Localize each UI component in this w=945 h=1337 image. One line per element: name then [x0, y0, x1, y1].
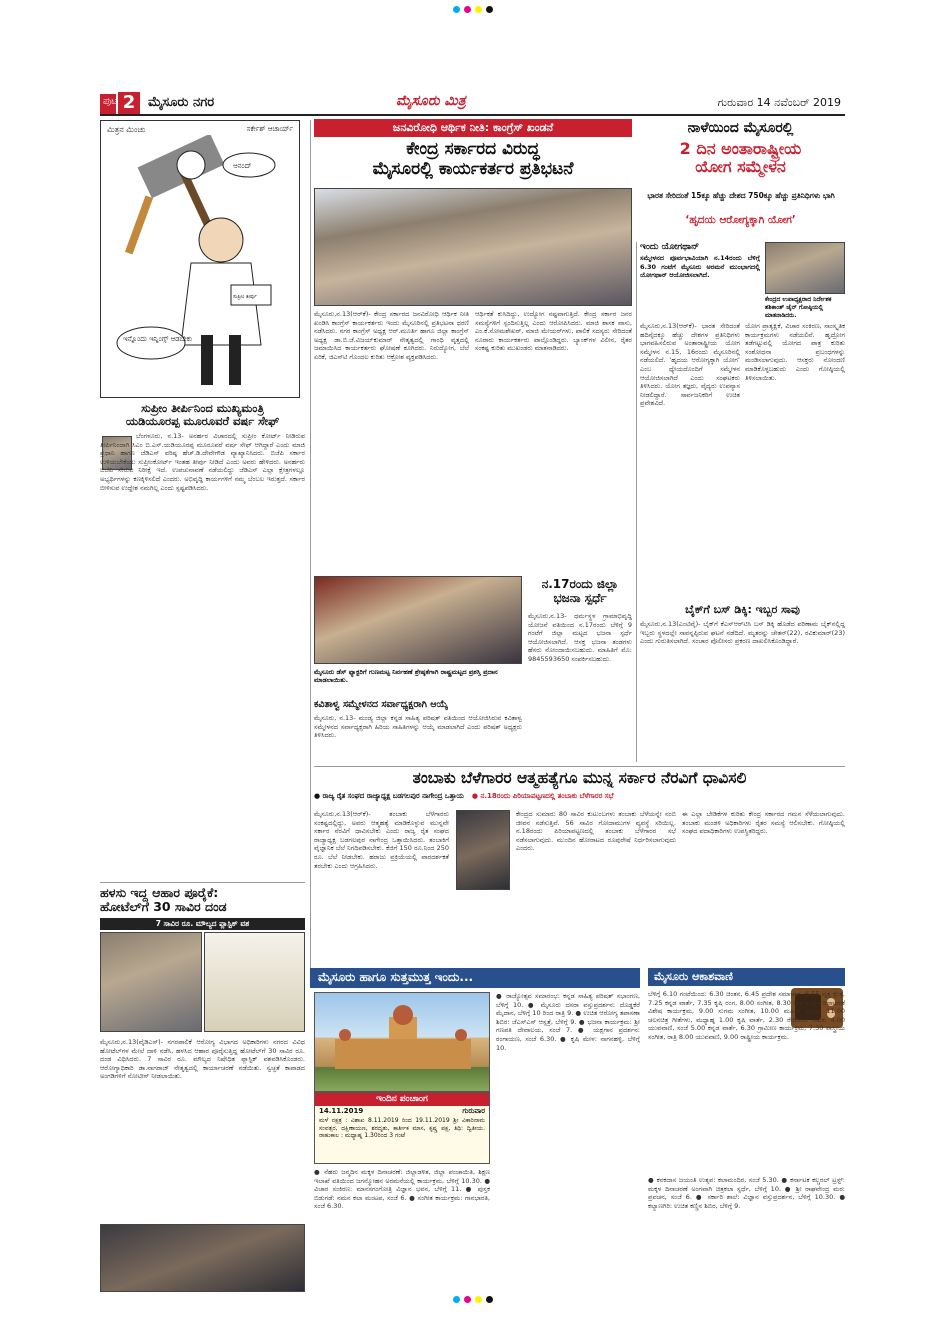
akashavani-events: ● ಕನಕದಾಸ ಜಯಂತಿ ಉತ್ಸವ: ಕಲಾಮಂದಿರ, ಸಂಜೆ 5.30. ● ಕರ್ನಾಟಕ ಕಲ್ಚರಲ್ ಟ್ರಸ್ಟ್: ಮಕ್ಕಳ ದಿನಾಚರಣೆ ಅಂಗವಾಗಿ ಚಿತ್ರಕಲಾ ಸ್ಪರ್ಧೆ, ಬೆಳಿಗ್ಗೆ 10. ● ಶ್ರೀ ರಾಘವೇಂದ್ರ ಮಠ: ಪ್ರವಚನ, ಸಂಜೆ 6. ● ಸರ್ಕಾರಿ ಶಾಲೆ: ವಿಜ್ಞಾನ ವಸ್ತುಪ್ರದರ್ಶನ, ಬೆಳಿಗ್ಗೆ 10.30. ● ಕಲ್ಯಾಣಗಿರಿ: ಉಚಿತ ಕಣ್ಣಿನ ಶಿಬಿರ, ಬೆಳಿಗ್ಗೆ 9. [648, 1176, 845, 1210]
page-label: ಪುಟ [100, 94, 116, 114]
story-bhajan-headline-line1: ನ.17ರಂದು ಜಿಲ್ಲಾ [541, 577, 619, 591]
spoiled-food-photo [204, 932, 305, 1032]
story-cong-headline [314, 140, 632, 179]
page-number: 2 [118, 92, 140, 114]
story-bhajan-headline-line2: ಭಜನಾ ಸ್ಪರ್ಧೆ [553, 590, 607, 605]
story-tobacco-subheads [314, 792, 845, 806]
story-bhajan-headline [528, 578, 632, 606]
story-tobacco-sub2: ● ನ.18ರಂದು ಪಿರಿಯಾಪಟ್ಟಣದಲ್ಲಿ ತಂಬಾಕು ಬೆಳೆಗಾರರ ಸಭೆ [471, 792, 614, 800]
story-hotel-headline [100, 886, 305, 915]
story-bike-headline: ಬೈಕ್‌ಗೆ ಬಸ್ ಡಿಕ್ಕಿ: ಇಬ್ಬರ ಸಾವು [685, 603, 800, 616]
story-hotel-subhead: 7 ಸಾವಿರ ರೂ. ಮೌಲ್ಯದ ಪ್ಲಾಸ್ಟಿಕ್ ವಶ [100, 918, 305, 930]
story-cm-headline [100, 402, 305, 428]
story-cong-kicker: ಜನವಿರೋಧಿ ಆರ್ಥಿಕ ನೀತಿ: ಕಾಂಗ್ರೆಸ್ ಖಂಡನೆ [314, 119, 632, 137]
award-caption: ಮೈಸೂರು ಡೆಸ್ ಫ್ಯಾಕ್ಟರಿಗೆ ಗುಣಮಟ್ಟ ನಿರ್ವಹಣೆ ಶ್ರೇಷ್ಠತೆಗಾಗಿ ರಾಷ್ಟ್ರಮಟ್ಟದ ಪ್ರಶಸ್ತಿ ಪ್ರದಾನ ಮಾಡಲಾಯಿತು. [314, 668, 498, 684]
events-list-right: ● ರಾಜ್ಯೋತ್ಸವ ಸಮಾರಂಭ: ಕನ್ನಡ ಸಾಹಿತ್ಯ ಪರಿಷತ್ ಸಭಾಂಗಣ, ಬೆಳಿಗ್ಗೆ 10. ● ಮೈಸೂರು ದಸರಾ ವಸ್ತುಪ್ರದರ್ಶನ: ದೊಡ್ಡಕೆರೆ ಮೈದಾನ, ಬೆಳಿಗ್ಗೆ 10 ರಿಂದ ರಾತ್ರಿ 9. ● ಉಚಿತ ಆರೋಗ್ಯ ತಪಾಸಣಾ ಶಿಬಿರ: ಜೆಎಸ್‌ಎಸ್ ಆಸ್ಪತ್ರೆ, ಬೆಳಿಗ್ಗೆ 9. ● ಭಜನಾ ಕಾರ್ಯಕ್ರಮ: ಶ್ರೀ ಗಣಪತಿ ದೇವಾಲಯ, ಸಂಜೆ 7. ● ಯಕ್ಷಗಾನ ಪ್ರದರ್ಶನ: ರಂಗಾಯಣ, ಸಂಜೆ 6.30. ● ಕೃಷಿ ಮೇಳ: ನಾಗನಹಳ್ಳಿ, ಬೆಳಿಗ್ಗೆ 10. [496, 992, 640, 1052]
story-yoga-theme: ‘ಹೃದಯ ಆರೋಗ್ಯಕ್ಕಾಗಿ ಯೋಗ’ [685, 214, 796, 226]
award-photo [314, 576, 522, 664]
story-yoga-headline-line2: ಯೋಗ ಸಮ್ಮೇಳನ [695, 157, 786, 177]
yoga-photo-caption: ಕೇಂದ್ರದ ಉಪಾಧ್ಯಕ್ಷರಾದ ನಿರ್ದೇಶಕ ಶಶಿಕಾಂತ್ ಜೈನ್ ಗೋಷ್ಠಿಯಲ್ಲಿ ಮಾತನಾಡಿದರು. [765, 296, 832, 319]
story-hotel-headline-line2: ಹೋಟೆಲ್‌ಗೆ 30 ಸಾವಿರ ದಂಡ [100, 899, 227, 915]
yogathon-body: ಸಮ್ಮೇಳನದ ಪೂರ್ವಭಾವಿಯಾಗಿ ನ.14ರಂದು ಬೆಳಿಗ್ಗೆ 6.30 ಗಂಟೆಗೆ ಮೈಸೂರು ಅರಮನೆ ಮುಂಭಾಗದಲ್ಲಿ ಯೋಗಥಾನ್ ಆಯೋಜಿಸಲಾಗಿದೆ. [640, 254, 760, 280]
story-yoga-sub: ಭಾರತ ಸೇರಿದಂತೆ 15ಕ್ಕೂ ಹೆಚ್ಚು ದೇಶದ 750ಕ್ಕೂ ಹೆಚ್ಚು ಪ್ರತಿನಿಧಿಗಳು ಭಾಗಿ [647, 191, 835, 200]
mysore-palace-illustration [314, 992, 490, 1092]
events-list-left: ● ನೆಹರು ಜನ್ಮದಿನ ಮಕ್ಕಳ ದಿನಾಚರಣೆ: ಜಿಲ್ಲಾಡಳಿತ, ಜಿಲ್ಲಾ ಪಂಚಾಯಿತಿ, ಶಿಕ್ಷಣ ಇಲಾಖೆ ವತಿಯಿಂದ ಜಗನ್ಮೋಹನ ಅರಮನೆಯಲ್ಲಿ ಕಾರ್ಯಕ್ರಮ, ಬೆಳಿಗ್ಗೆ 10.30. ● ವಿಚಾರ ಸಂಕಿರಣ: ಮಾನಸಗಂಗೋತ್ರಿ ವಿಜ್ಞಾನ ಭವನ, ಬೆಳಿಗ್ಗೆ 11. ● ಪುಸ್ತಕ ಬಿಡುಗಡೆ: ನಮನ ಕಲಾ ಮಂಟಪ, ಸಂಜೆ 6. ● ಸಂಗೀತ ಕಾರ್ಯಕ್ರಮ: ಗಾನಭಾರತಿ, ಸಂಜೆ 6.30. [314, 1168, 490, 1211]
issue-date: ಗುರುವಾರ 14 ನವೆಂಬರ್ 2019 [717, 96, 841, 109]
story-cm-headline-line2: ಯಡಿಯೂರಪ್ಪ ಮೂರೂವರೆ ವರ್ಷ ಸೇಫ್ [125, 414, 280, 429]
panchanga-title: ಇಂದಿನ ಪಂಚಾಂಗ [315, 1093, 489, 1106]
story-yoga-headline-line1: 2 ದಿನ ಅಂತಾರಾಷ್ಟ್ರೀಯ [679, 139, 802, 158]
cartoon-paper-label: ಸುಪ್ರೀಂ ತೀರ್ಪು [233, 294, 257, 300]
story-tobacco-headline: ತಂಬಾಕು ಬೆಳೆಗಾರರ ಆತ್ಮಹತ್ಯೆಗೂ ಮುನ್ನ ಸರ್ಕಾರ ನೆರವಿಗೆ ಧಾವಿಸಲಿ [412, 769, 747, 787]
story-award-body: ಮೈಸೂರು, ನ.13- ಮಂಡ್ಯ ಜಿಲ್ಲಾ ಕನ್ನಡ ಸಾಹಿತ್ಯ ಪರಿಷತ್ ವತಿಯಿಂದ ಆಯೋಜಿಸಿರುವ ಕವಿತಾಳ್ವ ಸಮ್ಮೇಳನದ ಸರ್ವಾಧ್ಯಕ್ಷರಾಗಿ ಹಿರಿಯ ಸಾಹಿತಿಗಳನ್ನು ಆಯ್ಕೆ ಮಾಡಲಾಗಿದೆ ಎಂದು ಪರಿಷತ್ ಅಧ್ಯಕ್ಷರು ತಿಳಿಸಿದರು. [314, 714, 522, 740]
panchanga-body: ಮಳೆ ನಕ್ಷತ್ರ : ವಿಶಾಖ 8.11.2019 ರಿಂದ 19.11.2019 ಶ್ರೀ ವಿಕಾರಿನಾಮ ಸಂವತ್ಸರ, ದಕ್ಷಿಣಾಯಣ, ಶರದೃತು, ಕಾರ್ತೀಕ ಮಾಸ, ಕೃಷ್ಣ ಪಕ್ಷ, ತಿಥಿ: ದ್ವಿತೀಯ. ರಾಹುಕಾಲ : ಮಧ್ಯಾಹ್ನ 1.30ರಿಂದ 3 ಗಂಟೆ [319, 1117, 485, 1140]
nagendra-photo [456, 810, 510, 890]
panchanga-date: 14.11.2019 [319, 1107, 364, 1115]
group-photo-bottom [100, 1224, 305, 1292]
events-today-title: ಮೈಸೂರು ಹಾಗೂ ಸುತ್ತಮುತ್ತ ಇಂದು... [310, 968, 640, 988]
story-yoga-headline [636, 140, 845, 177]
column-rule [310, 120, 311, 968]
story-cong-body-left: ಮೈಸೂರು,ನ.13(ಆರ್‌ಕೆ)- ಕೇಂದ್ರ ಸರ್ಕಾರದ ಜನವಿರೋಧಿ ಆರ್ಥಿಕ ನೀತಿ ಖಂಡಿಸಿ ಕಾಂಗ್ರೆಸ್ ಕಾರ್ಯಕರ್ತರು ಇಂದು ಮೈಸೂರಿನಲ್ಲಿ ಪ್ರತಿಭಟನಾ ಧರಣಿ ನಡೆಸಿದರು. ನಗರ ಕಾಂಗ್ರೆಸ್ ಅಧ್ಯಕ್ಷ ಆರ್.ಮೂರ್ತಿ ಹಾಗೂ ಜಿಲ್ಲಾ ಕಾಂಗ್ರೆಸ್ ಅಧ್ಯಕ್ಷ ಡಾ.ಬಿ.ಜೆ.ವಿಜಯ್‌ಕುಮಾರ್ ನೇತೃತ್ವದಲ್ಲಿ ಗಾಂಧಿ ವೃತ್ತದಲ್ಲಿ ಜಮಾಯಿಸಿದ ಕಾರ್ಯಕರ್ತರು ಘೋಷಣೆ ಕೂಗಿದರು. ನಿರುದ್ಯೋಗ, ಬೆಲೆ ಏರಿಕೆ, ಜಿಎಸ್‌ಟಿ ಗೊಂದಲ ಕುರಿತು ಆಕ್ರೋಶ ವ್ಯಕ್ತಪಡಿಸಿದರು. [314, 310, 469, 361]
story-award-headline: ಕವಿತಾಳ್ವ ಸಮ್ಮೇಳನದ ಸರ್ವಾಧ್ಯಕ್ಷರಾಗಿ ಆಯ್ಕೆ [314, 699, 448, 710]
panchanga-day: ಗುರುವಾರ [462, 1107, 485, 1115]
cartoon-speech: ಇನ್ನೊಂದು ಇನ್ನಿಂಗ್ಸ್ ಆಡಬೇಕು [123, 335, 193, 343]
story-yoga-kicker: ನಾಳೆಯಿಂದ ಮೈಸೂರಲ್ಲಿ [687, 120, 794, 136]
events-today-box [310, 968, 640, 1292]
yogathon-title: ಇಂದು ಯೋಗಥಾನ್ [640, 242, 699, 252]
cartoon-bubble: ಆನಂದ್ [233, 162, 252, 170]
divider [100, 882, 305, 883]
masthead: ಮೈಸೂರು ಮಿತ್ರ [396, 93, 466, 109]
cartoon-artist: ಸರ್ಕೇಶ್ ಆಚಾರ್ಯ್ [246, 125, 293, 133]
story-cong-headline-line1: ಕೇಂದ್ರ ಸರ್ಕಾರದ ವಿರುದ್ಧ [406, 139, 540, 159]
story-cong-headline-line2: ಮೈಸೂರಲ್ಲಿ ಕಾರ್ಯಕರ್ತರ ಪ್ರತಿಭಟನೆ [372, 158, 574, 179]
newspaper-page [100, 92, 845, 1292]
section-title: ಮೈಸೂರು ನಗರ [148, 95, 215, 110]
story-cm-headline-line1: ಸುಪ್ರೀಂ ತೀರ್ಪಿನಿಂದ ಮುಖ್ಯಮಂತ್ರಿ [141, 401, 264, 415]
panchanga-box [314, 1092, 490, 1164]
akashavani-box [648, 968, 845, 1292]
story-hotel-headline-line1: ಹಳಸು ಇದ್ದ ಆಹಾರ ಪೂರೈಕೆ: [100, 885, 219, 900]
story-yoga-body: ಮೈಸೂರು,ನ.13(ಆರ್‌ಕೆ)- ಭಾರತ ಸೇರಿದಂತೆ ಹದಿನೈದಕ್ಕೂ ಹೆಚ್ಚು ದೇಶಗಳ ಪ್ರತಿನಿಧಿಗಳು ಭಾಗವಹಿಸಲಿರುವ ಅಂತಾರಾಷ್ಟ್ರೀಯ ಯೋಗ ಸಮ್ಮೇಳನ ನ.15, 16ರಂದು ಮೈಸೂರಿನಲ್ಲಿ ನಡೆಯಲಿದೆ. ‘ಹೃದಯ ಆರೋಗ್ಯಕ್ಕಾಗಿ ಯೋಗ’ ಎಂಬ ಧ್ಯೇಯದೊಂದಿಗೆ ಸಮ್ಮೇಳನ ಆಯೋಜಿಸಲಾಗಿದೆ ಎಂದು ಸಂಘಟಕರು ತಿಳಿಸಿದರು. ಯೋಗ ತಜ್ಞರು, ವೈದ್ಯರು ಉಪನ್ಯಾಸ ನೀಡಲಿದ್ದಾರೆ. ಸಾರ್ವಜನಿಕರಿಗೆ ಉಚಿತ ಪ್ರವೇಶವಿದೆ. [640, 322, 740, 408]
story-cong-body-right: ಆರ್ಥಿಕತೆ ಕುಸಿದಿದ್ದು, ಉದ್ಯೋಗ ನಷ್ಟವಾಗುತ್ತಿದೆ. ಕೇಂದ್ರ ಸರ್ಕಾರ ಜನರ ಸಮಸ್ಯೆಗಳಿಗೆ ಸ್ಪಂದಿಸುತ್ತಿಲ್ಲ ಎಂದು ಆರೋಪಿಸಿದರು. ಮಾಜಿ ಶಾಸಕ ವಾಸು, ಎಂ.ಕೆ.ಸೋಮಶೇಖರ್, ಮಾಜಿ ಮೇಯರ್‌ಗಳು, ಪಾಲಿಕೆ ಸದಸ್ಯರು ಸೇರಿದಂತೆ ನೂರಾರು ಕಾರ್ಯಕರ್ತರು ಪಾಲ್ಗೊಂಡಿದ್ದರು. ಬ್ಯಾಂಕ್‌ಗಳ ವಿಲೀನ, ರೈತರ ಸಂಕಷ್ಟ ಕುರಿತು ಮುಖಂಡರು ಮಾತನಾಡಿದರು. [475, 310, 632, 353]
story-bike-body: ಮೈಸೂರು,ನ.13(ಎಂಟಿವೈ)- ಬೈಕ್‌ಗೆ ಕೆಎಸ್‌ಆರ್‌ಟಿಸಿ ಬಸ್ ಡಿಕ್ಕಿ ಹೊಡೆದ ಪರಿಣಾಮ ಬೈಕ್‌ನಲ್ಲಿದ್ದ ಇಬ್ಬರು ಸ್ಥಳದಲ್ಲೇ ಸಾವನ್ನಪ್ಪಿರುವ ಘಟನೆ ನಡೆದಿದೆ. ಮೃತರನ್ನು ಚೇತನ್(22), ರವಿಕುಮಾರ್(23) ಎಂದು ಗುರುತಿಸಲಾಗಿದೆ. ಸಂಚಾರ ಪೊಲೀಸರು ಪ್ರಕರಣ ದಾಖಲಿಸಿಕೊಂಡಿದ್ದಾರೆ. [640, 620, 845, 646]
story-tobacco-sub1: ● ರಾಜ್ಯ ರೈತ ಸಂಘದ ರಾಜ್ಯಾಧ್ಯಕ್ಷ ಬಡಗಲಪುರ ನಾಗೇಂದ್ರ ಒತ್ತಾಯ [314, 792, 464, 800]
story-hotel-body: ಮೈಸೂರು,ನ.13(ವೈಡಿಎಸ್)- ನಗರಪಾಲಿಕೆ ಆರೋಗ್ಯ ವಿಭಾಗದ ಅಧಿಕಾರಿಗಳು ನಗರದ ವಿವಿಧ ಹೋಟೆಲ್‌ಗಳ ಮೇಲೆ ದಾಳಿ ನಡೆಸಿ, ಹಳಸಿದ ಆಹಾರ ಪೂರೈಸುತ್ತಿದ್ದ ಹೋಟೆಲ್‌ಗೆ 30 ಸಾವಿರ ರೂ. ದಂಡ ವಿಧಿಸಿದರು. 7 ಸಾವಿರ ರೂ. ಮೌಲ್ಯದ ನಿಷೇಧಿತ ಪ್ಲಾಸ್ಟಿಕ್ ವಶಪಡಿಸಿಕೊಂಡರು. ಆರೋಗ್ಯಾಧಿಕಾರಿ ಡಾ.ನಾಗರಾಜ್ ನೇತೃತ್ವದಲ್ಲಿ ಕಾರ್ಯಾಚರಣೆ ನಡೆಯಿತು. ಸ್ವಚ್ಛತೆ ಕಾಪಾಡದ ಅಂಗಡಿಗಳಿಗೆ ನೋಟೀಸ್ ನೀಡಲಾಯಿತು. [100, 1038, 305, 1081]
page-header [100, 92, 845, 116]
cartoon-title: ಮಿತ್ರನ ಮಿಂಚು [107, 125, 146, 134]
akashavani-title: ಮೈಸೂರು ಆಕಾಶವಾಣಿ [648, 968, 845, 986]
editorial-cartoon [100, 120, 300, 398]
akashavani-schedule: ಬೆಳಿಗ್ಗೆ 6.10 ಗಂಟೆಯಿಂದ: 6.30 ಚಿಂತನ, 6.45 ಪ್ರದೇಶ ಸಮಾಚಾರ, 6.55 ವೃತ್ತ ಕ್ಷೇತ್ರ, 7.25 ಕನ್ನಡ ವಾರ್ತೆ, 7.35 ಕೃಷಿ ರಂಗ, 8.00 ಸಂಗೀತ, 8.30 ರಿಂದ ಮಕ್ಕಳ ದಿನಾಚರಣೆ ವಿಶೇಷ ಕಾರ್ಯಕ್ರಮ, 9.00 ಸುಗಮ ಸಂಗೀತ, 10.00 ಮಹಿಳಾ ವಿಭಾಗ, 11.00 ಚಲನಚಿತ್ರ ಗೀತೆಗಳು, ಮಧ್ಯಾಹ್ನ 1.00 ಕೃಷಿ ವಾರ್ತೆ, 2.30 ರೇಡಿಯೋ ನಾಟಕ, 4.00 ಯುವವಾಣಿ, ಸಂಜೆ 5.00 ಕನ್ನಡ ವಾರ್ತೆ, 6.30 ಗ್ರಾಮೀಣ ಕಾರ್ಯಕ್ರಮ, 7.30 ಶಾಸ್ತ್ರೀಯ ಸಂಗೀತ, ರಾತ್ರಿ 8.00 ಯುವವಾಣಿ, 9.00 ರಾಷ್ಟ್ರೀಯ ಕಾರ್ಯಕ್ರಮ. [648, 990, 845, 1041]
story-bhajan-body: ಮೈಸೂರು,ನ.13- ಧರ್ಮಸ್ಥಳ ಗ್ರಾಮಾಭಿವೃದ್ಧಿ ಯೋಜನೆ ವತಿಯಿಂದ ನ.17ರಂದು ಬೆಳಿಗ್ಗೆ 9 ಗಂಟೆಗೆ ಜಿಲ್ಲಾ ಮಟ್ಟದ ಭಜನಾ ಸ್ಪರ್ಧೆ ಆಯೋಜಿಸಲಾಗಿದೆ. ಆಸಕ್ತ ಭಜನಾ ತಂಡಗಳು ಹೆಸರು ನೋಂದಾಯಿಸಬಹುದು. ಮಾಹಿತಿಗೆ ಮೊ: 9845593650 ಸಂಪರ್ಕಿಸಬಹುದು. [528, 612, 632, 663]
cartoon-drawing [101, 135, 299, 397]
palace-drawing [315, 993, 491, 1093]
registration-marks-bottom [0, 1296, 945, 1306]
registration-marks-top [0, 6, 945, 16]
story-tobacco-body3: ಈ ಎಲ್ಲಾ ಬೇಡಿಕೆಗಳ ಕುರಿತು ಕೇಂದ್ರ ಸರ್ಕಾರದ ಗಮನ ಸೆಳೆಯಲಾಗುವುದು. ತಂಬಾಕು ಮಂಡಳಿ ಅಧಿಕಾರಿಗಳು ರೈತರ ಸಮಸ್ಯೆ ಆಲಿಸಬೇಕು. ಗೋಷ್ಠಿಯಲ್ಲಿ ಸಂಘದ ಪದಾಧಿಕಾರಿಗಳು ಉಪಸ್ಥಿತರಿದ್ದರು. [682, 810, 845, 836]
story-yoga [636, 120, 845, 242]
yoga-press-photo [765, 242, 845, 294]
story-tobacco-body2: ಕೇಂದ್ರದ ಸುಮಾರು 80 ಸಾವಿರ ಕುಟುಂಬಗಳು ತಂಬಾಕು ಬೆಳೆಯನ್ನೇ ನಂಬಿ ಜೀವನ ನಡೆಸುತ್ತಿವೆ. 56 ಸಾವಿರ ಗೋದಾಮುಗಳ ವ್ಯವಸ್ಥೆ ಸರಿಯಿಲ್ಲ. ನ.18ರಂದು ಪಿರಿಯಾಪಟ್ಟಣದಲ್ಲಿ ತಂಬಾಕು ಬೆಳೆಗಾರರ ಸಭೆ ನಡೆಸಲಾಗುವುದು. ಮುಂದಿನ ಹೋರಾಟದ ರೂಪುರೇಷೆ ನಿರ್ಧರಿಸಲಾಗುವುದು ಎಂದರು. [516, 810, 676, 853]
story-tobacco-body: ಮೈಸೂರು,ನ.13(ಆರ್‌ಕೆ)- ತಂಬಾಕು ಬೆಳೆಗಾರರು ಸಂಕಷ್ಟದಲ್ಲಿದ್ದು, ಅವರು ಆತ್ಮಹತ್ಯೆ ಮಾಡಿಕೊಳ್ಳುವ ಮುನ್ನವೇ ಸರ್ಕಾರ ನೆರವಿಗೆ ಧಾವಿಸಬೇಕು ಎಂದು ರಾಜ್ಯ ರೈತ ಸಂಘದ ರಾಜ್ಯಾಧ್ಯಕ್ಷ ಬಡಗಲಪುರ ನಾಗೇಂದ್ರ ಒತ್ತಾಯಿಸಿದರು. ತಂಬಾಕಿಗೆ ವೈಜ್ಞಾನಿಕ ಬೆಲೆ ನಿಗದಿಪಡಿಸಬೇಕು. ಕೆಜಿಗೆ 150 ರೂ.ನಿಂದ 250 ರೂ. ಬೆಲೆ ನೀಡಬೇಕು. ಹರಾಜು ಪ್ರಕ್ರಿಯೆಯಲ್ಲಿ ಪಾರದರ್ಶಕತೆ ತರಬೇಕು ಎಂದು ಆಗ್ರಹಿಸಿದರು. [314, 810, 449, 870]
hotel-raid-photo [100, 932, 202, 1032]
protest-photo [314, 188, 632, 306]
column-rule [636, 242, 637, 762]
story-cm-body: ಬೆಂಗಳೂರು, ನ.13- ಅನರ್ಹರ ವಿಚಾರದಲ್ಲಿ ಸುಪ್ರೀಂ ಕೋರ್ಟ್ ನೀಡಿರುವ ತೀರ್ಪಿನಿಂದಾಗಿ ಸಿಎಂ ಬಿ.ಎಸ್.ಯಡಿಯೂರಪ್ಪ ಮೂರೂವರೆ ವರ್ಷ ಸೇಫ್ ಆಗಿದ್ದಾರೆ ಎಂದು ಮಾಜಿ ಪ್ರಧಾನಿ ಹಾಗೂ ಜೆಡಿಎಸ್ ವರಿಷ್ಠ ಹೆಚ್.ಡಿ.ದೇವೇಗೌಡ ವ್ಯಾಖ್ಯಾನಿಸಿದರು. ಬಿಜೆಪಿ ಸರ್ಕಾರ ಉಳಿಯಬೇಕೆಂದು ಸುಪ್ರೀಂಕೋರ್ಟ್ ಇಂತಹ ತೀರ್ಪು ನೀಡಿದೆ ಎಂದು ಅವರು ಹೇಳಿದರು. ಅನರ್ಹರು ಬಿಜೆಪಿ ಸೇರುವ ನಿರೀಕ್ಷೆ ಇದೆ. ಉಪಚುನಾವಣೆ ನಡೆಯಲಿದ್ದು ಜೆಡಿಎಸ್ ಎಲ್ಲಾ ಕ್ಷೇತ್ರಗಳಲ್ಲೂ ಅಭ್ಯರ್ಥಿಗಳನ್ನು ಕಣಕ್ಕಿಳಿಸಲಿದೆ ಎಂದರು. ಅಭಿವೃದ್ಧಿ ಕಾರ್ಯಗಳಿಗೆ ನಮ್ಮ ಬೆಂಬಲ ಇರುತ್ತದೆ. ಸರ್ಕಾರ ಬೀಳಿಸುವ ಉದ್ದೇಶ ನಮಗಿಲ್ಲ ಎಂದು ಸ್ಪಷ್ಟಪಡಿಸಿದರು. [100, 432, 305, 492]
divider [314, 766, 845, 767]
story-yoga-body2: ಯೋಗ ಪ್ರಾತ್ಯಕ್ಷಿಕೆ, ವಿಚಾರ ಸಂಕಿರಣ, ಸಾಂಸ್ಕೃತಿಕ ಕಾರ್ಯಕ್ರಮಗಳು ನಡೆಯಲಿವೆ. ಹೃದ್ರೋಗ ತಡೆಗಟ್ಟುವಲ್ಲಿ ಯೋಗದ ಪಾತ್ರ ಕುರಿತು ಸಂಶೋಧನಾ ಪ್ರಬಂಧಗಳನ್ನು ಮಂಡಿಸಲಾಗುವುದು. ಆಸಕ್ತರು ನೋಂದಣಿ ಮಾಡಿಕೊಳ್ಳಬಹುದು ಎಂದು ಗೋಷ್ಠಿಯಲ್ಲಿ ತಿಳಿಸಲಾಯಿತು. [745, 322, 845, 382]
